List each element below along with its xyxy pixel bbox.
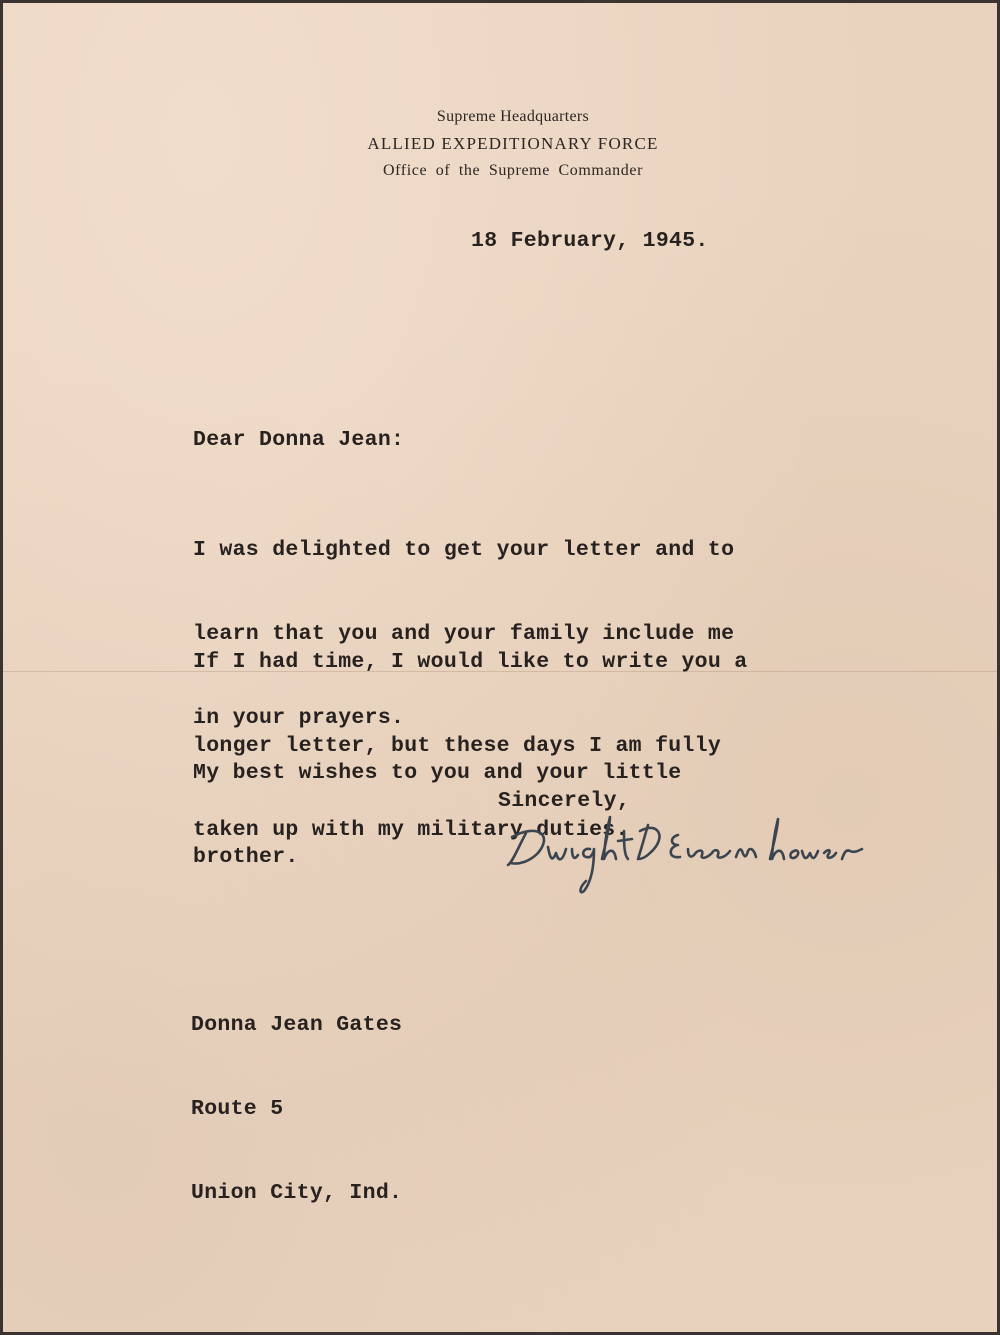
letterhead-line-3: Office of the Supreme Commander	[382, 162, 643, 179]
letterhead-line-2: ALLIED EXPEDITIONARY FORCE	[367, 134, 659, 153]
address-line: Donna Jean Gates	[191, 1013, 403, 1037]
handwritten-signature	[498, 803, 898, 903]
paragraph-line: in your prayers.	[193, 706, 405, 730]
address-line: Route 5	[191, 1097, 284, 1121]
paragraph-line: If I had time, I would like to write you a	[193, 650, 748, 674]
paragraph-line: longer letter, but these days I am fully	[193, 734, 722, 758]
paragraph-line: My best wishes to you and your little	[193, 761, 682, 785]
recipient-address	[191, 955, 402, 1263]
address-line: Union City, Ind.	[191, 1181, 403, 1205]
reverse-letterhead-bleed	[333, 1158, 693, 1182]
closing: Sincerely,	[498, 789, 631, 813]
letter-date: 18 February, 1945.	[471, 229, 709, 253]
letterhead-line-1: Supreme Headquarters	[436, 108, 590, 125]
paragraph-line: I was delighted to get your letter and to	[193, 538, 735, 562]
letter-sheet	[3, 3, 997, 1332]
salutation: Dear Donna Jean:	[193, 428, 405, 452]
paragraph-line: taken up with my military duties.	[193, 818, 629, 842]
paragraph-line: learn that you and your family include me	[193, 622, 735, 646]
paragraph-line: brother.	[193, 845, 299, 869]
